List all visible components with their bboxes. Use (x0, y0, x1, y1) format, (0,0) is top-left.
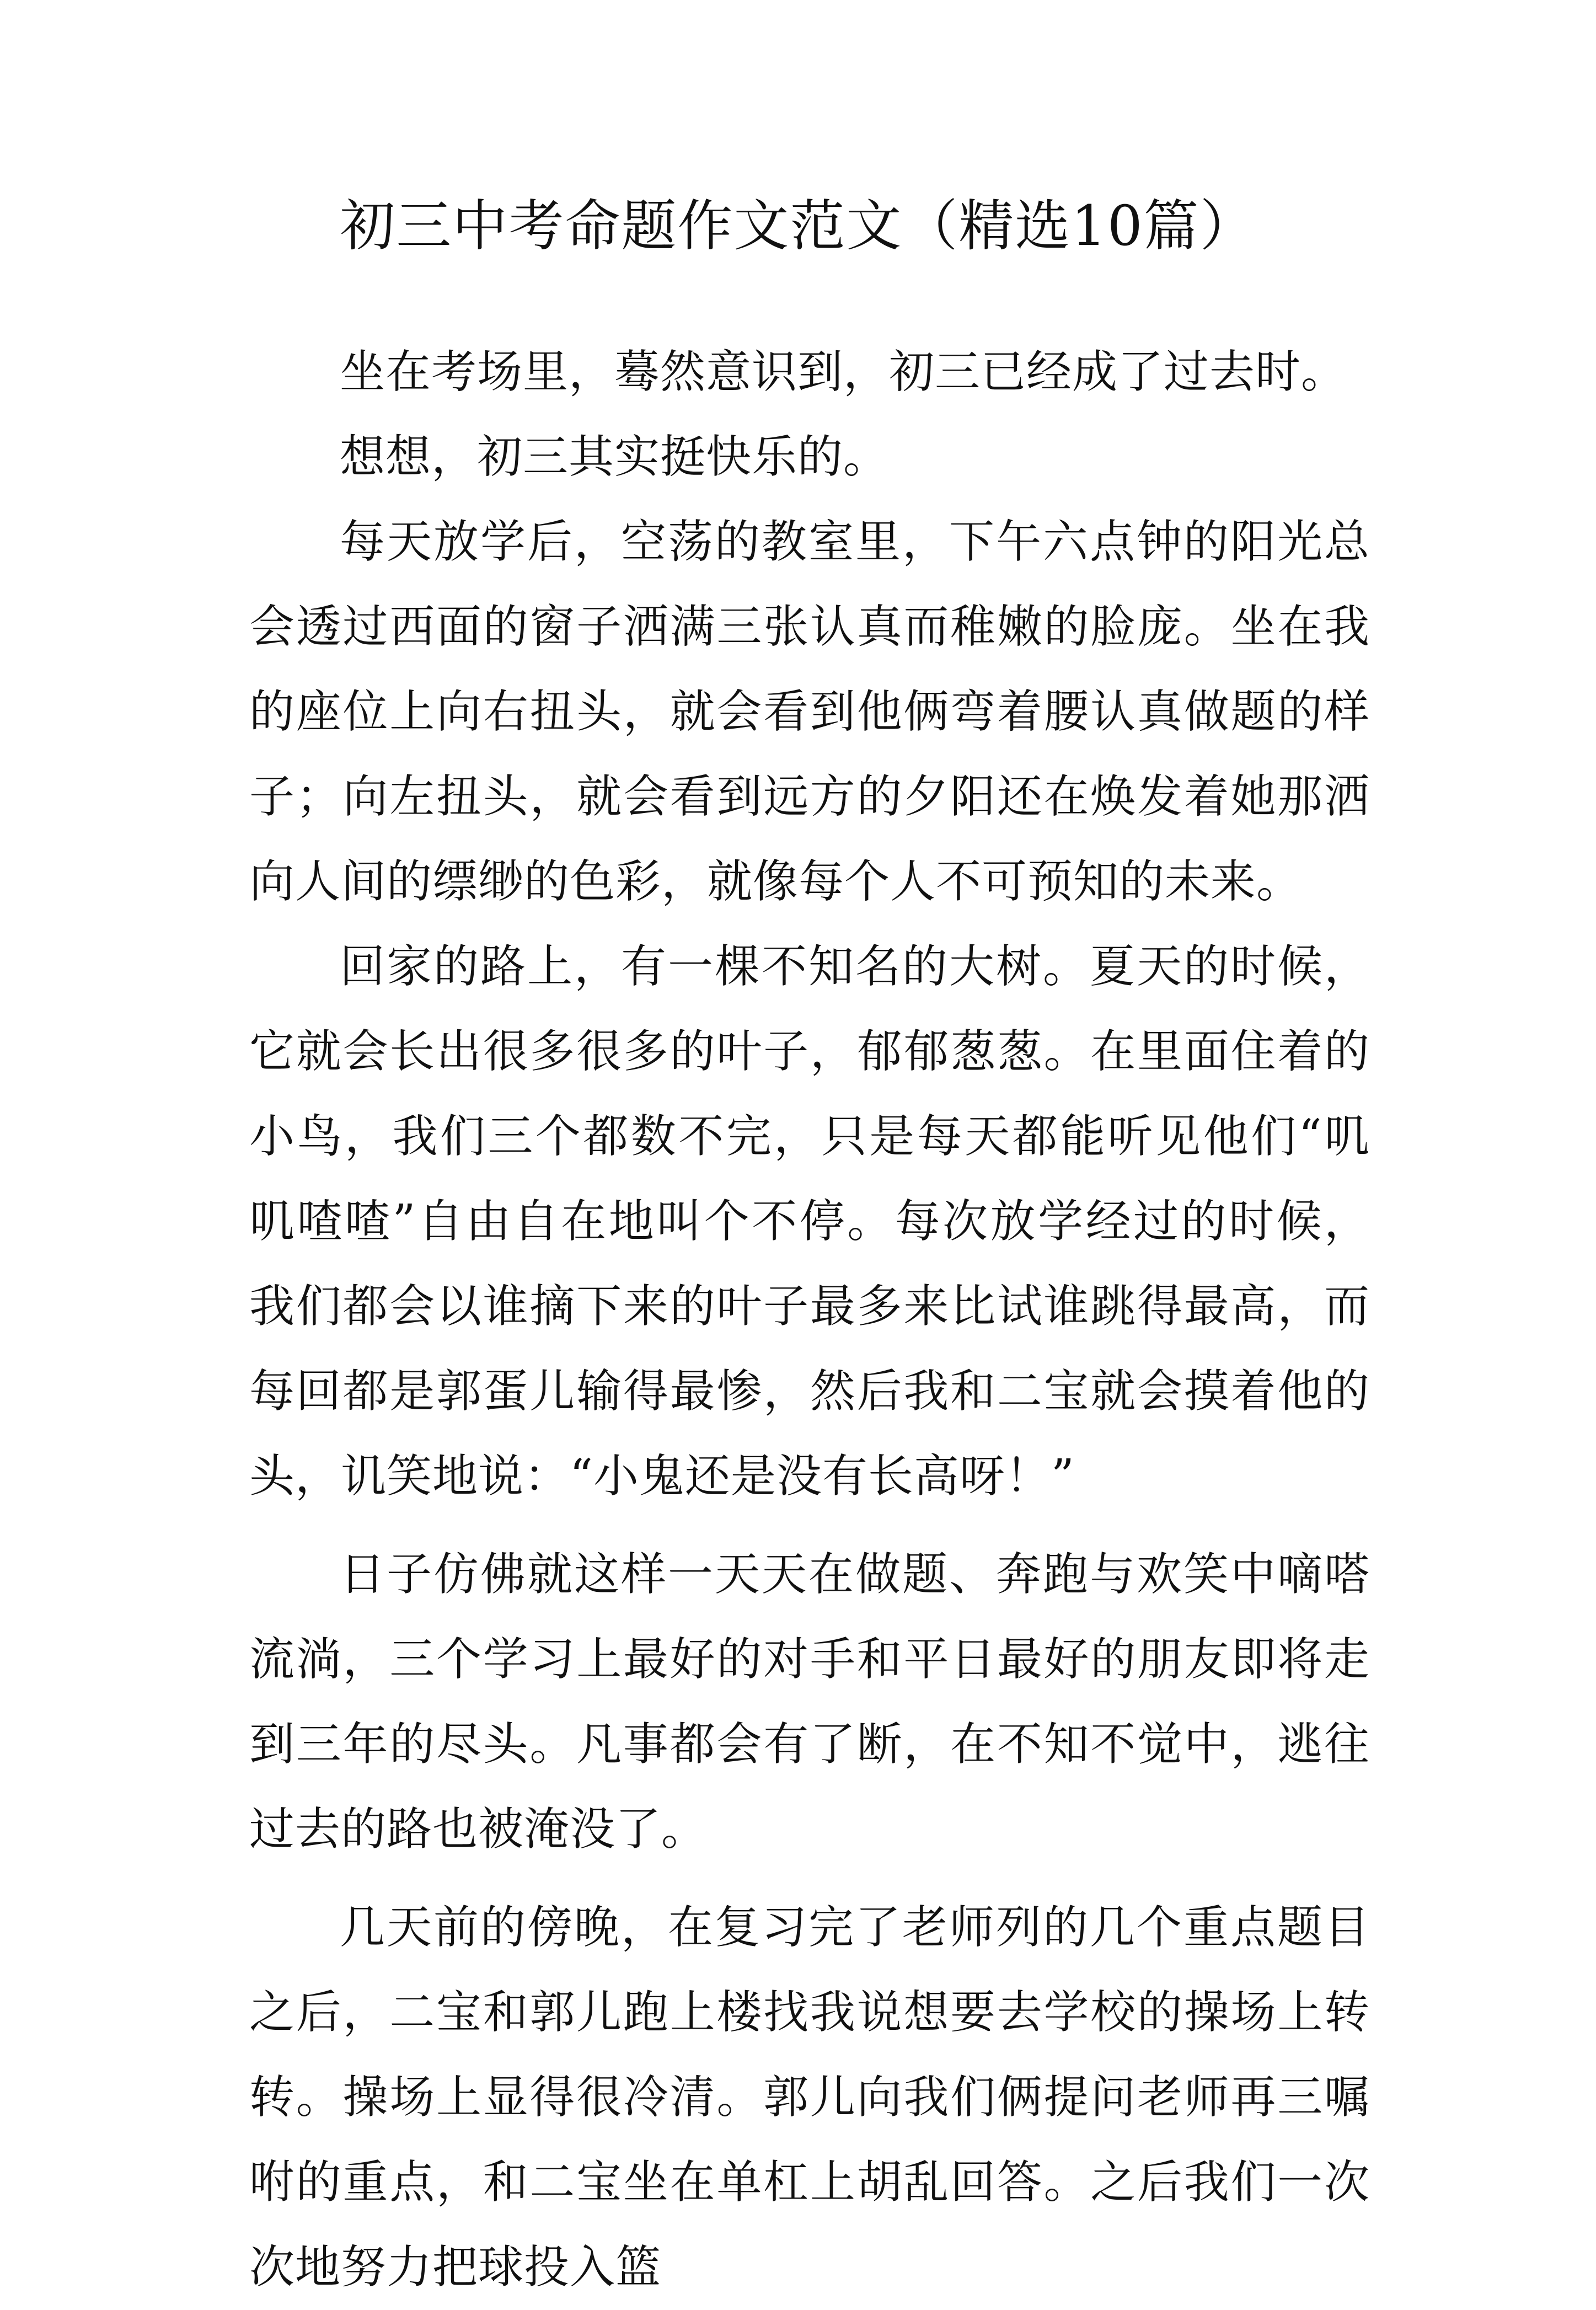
document-title: 初三中考命题作文范文（精选10篇） (340, 194, 1256, 258)
paragraph-4: 回家的路上，有一棵不知名的大树。夏天的时候，它就会长出很多很多的叶子，郁郁葱葱。在里面住着的小鸟，我们三个都数不完，只是每天都能听见他们“叽叽喳喳”自由自在地叫个不停。每次放学经过的时候，我们都会以谁摘下来的叶子最多来比试谁跳得最高，而每回都是郭蛋儿输得最惨，然后我和二宝就会摸着他的头，讥笑地说：“小鬼还是没有长高呀！” (249, 940, 1370, 1502)
paragraph-1: 坐在考场里，蓦然意识到，初三已经成了过去时。 (340, 346, 1347, 398)
paragraph-6: 几天前的傍晚，在复习完了老师列的几个重点题目之后，二宝和郭儿跑上楼找我说想要去学校的操场上转转。操场上显得很冷清。郭儿向我们俩提问老师再三嘱咐的重点，和二宝坐在单杠上胡乱回答。之后我们一次次地努力把球投入篮 (249, 1901, 1370, 2293)
paragraph-5: 日子仿佛就这样一天天在做题、奔跑与欢笑中嘀嗒流淌，三个学习上最好的对手和平日最好的朋友即将走到三年的尽头。凡事都会有了断，在不知不觉中，逃往过去的路也被淹没了。 (249, 1548, 1370, 1856)
document-body (249, 330, 1370, 2310)
paragraph-2: 想想，初三其实挺快乐的。 (340, 431, 890, 483)
paragraph-3: 每天放学后，空荡的教室里，下午六点钟的阳光总会透过西面的窗子洒满三张认真而稚嫩的脸庞。坐在我的座位上向右扭头，就会看到他俩弯着腰认真做题的样子；向左扭头，就会看到远方的夕阳还在焕发着她那洒向人间的缥缈的色彩，就像每个人不可预知的未来。 (249, 516, 1370, 908)
